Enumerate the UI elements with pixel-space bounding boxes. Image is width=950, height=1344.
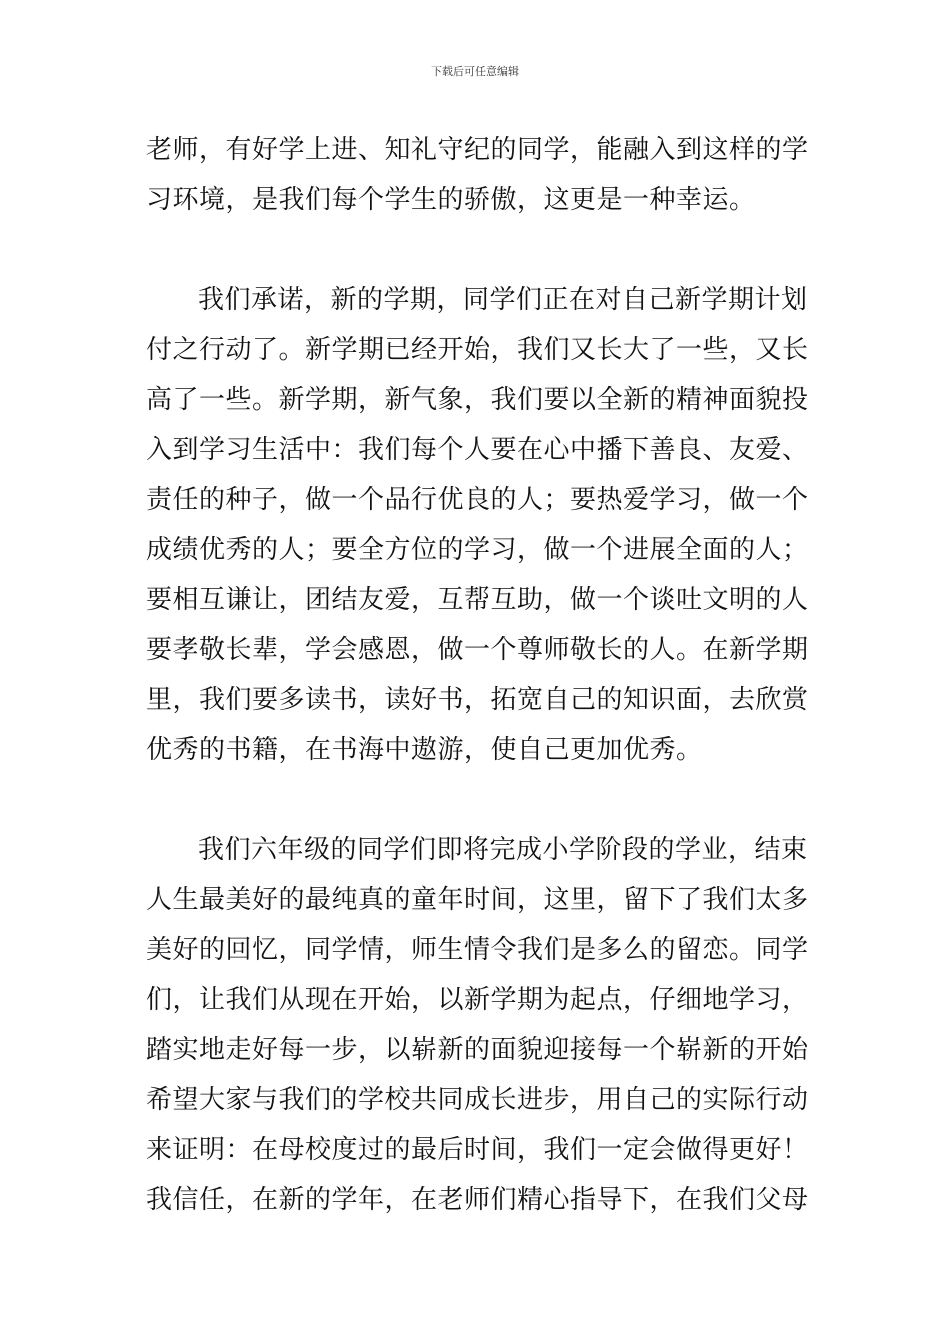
paragraph-3-line-4: 们，让我们从现在开始，以新学期为起点，仔细地学习， (146, 985, 809, 1015)
paragraph-2-line-3: 高了一些。新学期，新气象，我们要以全新的精神面貌投 (146, 385, 809, 415)
page-header: 下载后可任意编辑 (431, 65, 519, 78)
paragraph-2-line-2: 付之行动了。新学期已经开始，我们又长大了一些，又长 (146, 335, 809, 365)
paragraph-2-line-4: 入到学习生活中：我们每个人要在心中播下善良、友爱、 (146, 435, 809, 465)
paragraph-2-line-7: 要相互谦让，团结友爱，互帮互助，做一个谈吐文明的人 (146, 585, 809, 615)
paragraph-3-line-8: 我信任，在新的学年，在老师们精心指导下，在我们父母 (146, 1185, 809, 1215)
paragraph-2-line-6: 成绩优秀的人；要全方位的学习，做一个进展全面的人； (146, 535, 809, 565)
paragraph-3-line-2: 人生最美好的最纯真的童年时间，这里，留下了我们太多 (146, 885, 809, 915)
paragraph-2-line-10: 优秀的书籍，在书海中遨游，使自己更加优秀。 (146, 735, 703, 765)
paragraph-3-line-3: 美好的回忆，同学情，师生情令我们是多么的留恋。同学 (146, 935, 809, 965)
paragraph-2-line-5: 责任的种子，做一个品行优良的人；要热爱学习，做一个 (146, 485, 809, 515)
paragraph-2-line-9: 里，我们要多读书，读好书，拓宽自己的知识面，去欣赏 (146, 685, 809, 715)
paragraph-3-line-7: 来证明：在母校度过的最后时间，我们一定会做得更好！ (146, 1135, 809, 1165)
paragraph-2-line-8: 要孝敬长辈，学会感恩，做一个尊师敬长的人。在新学期 (146, 635, 809, 665)
paragraph-1-line-1: 老师，有好学上进、知礼守纪的同学，能融入到这样的学 (146, 135, 809, 165)
paragraph-3-line-6: 希望大家与我们的学校共同成长进步，用自己的实际行动 (146, 1085, 809, 1115)
paragraph-3-line-5: 踏实地走好每一步，以崭新的面貌迎接每一个崭新的开始 (146, 1035, 809, 1065)
paragraph-3-line-1: 我们六年级的同学们即将完成小学阶段的学业，结束 (198, 835, 808, 865)
paragraph-1-line-2: 习环境，是我们每个学生的骄傲，这更是一种幸运。 (146, 185, 756, 215)
paragraph-2-line-1: 我们承诺，新的学期，同学们正在对自己新学期计划 (198, 285, 808, 315)
